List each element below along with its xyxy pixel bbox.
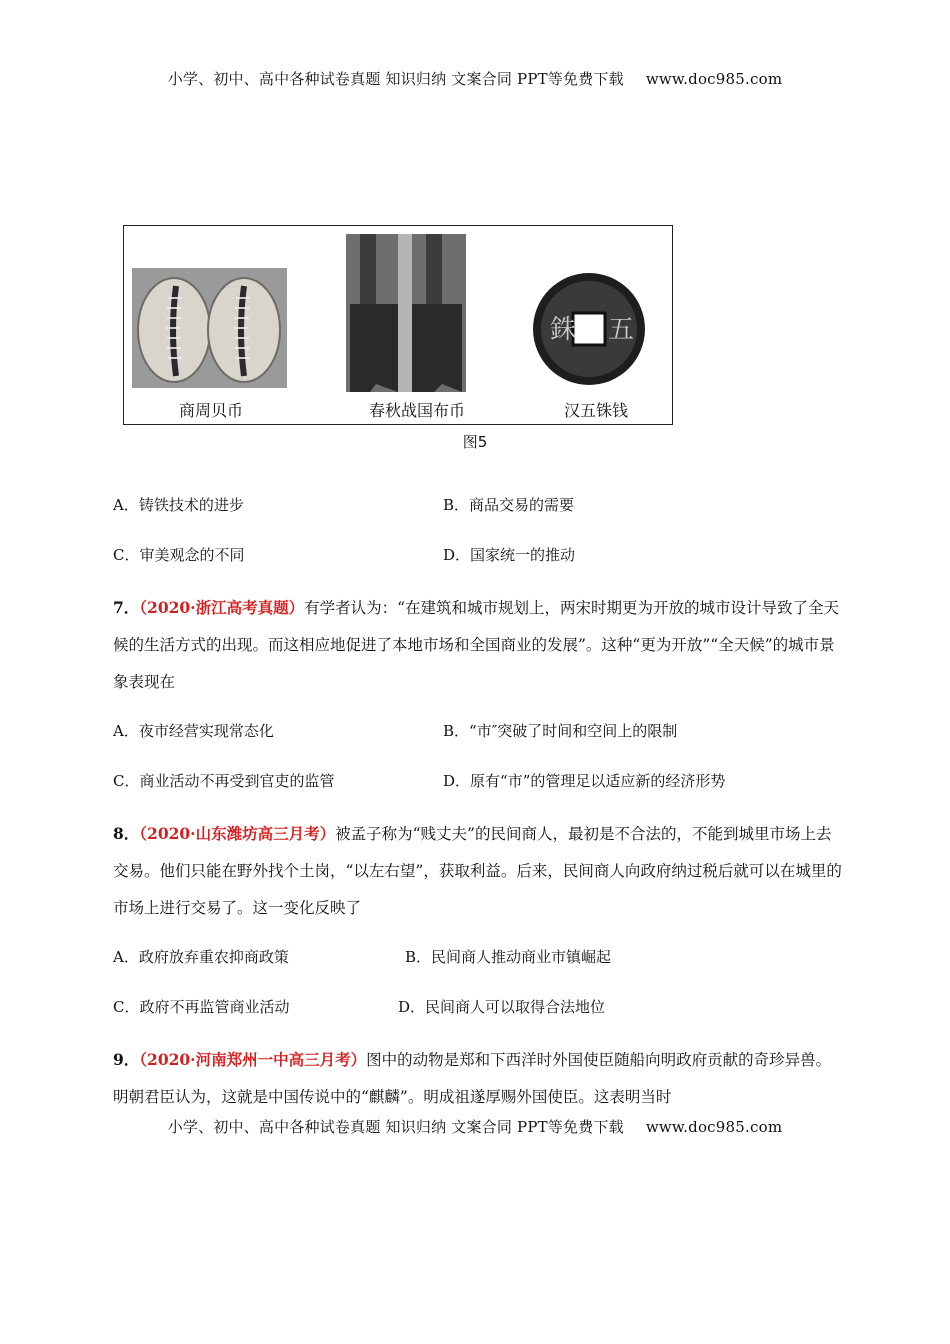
- q7-option-c[interactable]: C．商业活动不再受到官吏的监管: [113, 772, 335, 790]
- q6-option-c[interactable]: C．审美观念的不同: [113, 546, 245, 564]
- q8-number: 8．: [113, 824, 140, 843]
- page-header: [0, 68, 950, 89]
- coin-figure: [123, 225, 673, 425]
- q9-source: （2020·河南郑州一中高三月考）: [139, 1050, 367, 1069]
- q9-number: 9．: [113, 1050, 140, 1069]
- figure-label: 图5: [462, 433, 488, 451]
- question-9: [113, 1041, 843, 1116]
- q7-source: （2020·浙江高考真题）: [139, 598, 305, 617]
- question-8: [113, 815, 843, 927]
- q7-option-b[interactable]: B．“市″突破了时间和空间上的限制: [443, 722, 678, 740]
- q6-option-d[interactable]: D．国家统一的推动: [443, 546, 576, 564]
- q8-option-a[interactable]: A．政府放弃重农抑商政策: [113, 948, 289, 966]
- q8-source: （2020·山东潍坊高三月考）: [139, 824, 336, 843]
- header-text: 小学、初中、高中各种试卷真题 知识归纳 文案合同 PPT等免费下载: [167, 70, 624, 88]
- shell-coin-image: [132, 268, 287, 388]
- svg-text:銖: 銖: [550, 315, 577, 345]
- caption-wuzhu: 汉五铢钱: [564, 401, 629, 420]
- caption-spade: 春秋战国布币: [369, 401, 466, 420]
- page-footer: [0, 1116, 950, 1137]
- q8-option-d[interactable]: D．民间商人可以取得合法地位: [398, 998, 606, 1016]
- q7-option-a[interactable]: A．夜市经营实现常态化: [113, 722, 274, 740]
- q8-option-c[interactable]: C．政府不再监管商业活动: [113, 998, 290, 1016]
- q7-number: 7．: [113, 598, 140, 617]
- q6-option-b[interactable]: B．商品交易的需要: [443, 496, 575, 514]
- footer-url[interactable]: www.doc985.com: [645, 1118, 783, 1136]
- question-7: [113, 589, 843, 701]
- wuzhu-coin-image: [530, 270, 648, 388]
- q8-stem: 被孟子称为“贱丈夫”的民间商人，最初是不合法的，不能到城里市场上去交易。他们只能在野外找个土岗，“以左右望”，获取利益。后来，民间商人向政府纳过税后就可以在城里的市场上进行交易了。这一变化反映了: [113, 825, 842, 917]
- spade-coin-image: [346, 234, 466, 392]
- q6-option-a[interactable]: A．铸铁技术的进步: [113, 496, 244, 514]
- header-url[interactable]: www.doc985.com: [645, 70, 783, 88]
- q7-option-d[interactable]: D．原有“市”的管理足以适应新的经济形势: [443, 772, 726, 790]
- footer-text: 小学、初中、高中各种试卷真题 知识归纳 文案合同 PPT等免费下载: [167, 1118, 624, 1136]
- q8-option-b[interactable]: B．民间商人推动商业市镇崛起: [405, 948, 612, 966]
- caption-shell: 商周贝币: [179, 401, 244, 420]
- q7-stem: 有学者认为：“在建筑和城市规划上，两宋时期更为开放的城市设计导致了全天候的生活方式的出现。而这相应地促进了本地市场和全国商业的发展”。这种“更为开放”“全天候”的城市景象表现在: [113, 599, 840, 691]
- svg-text:五: 五: [608, 315, 635, 345]
- q9-stem: 图中的动物是郑和下西洋时外国使臣随船向明政府贡献的奇珍异兽。明朝君臣认为，这就是中国传说中的“麒麟”。明成祖遂厚赐外国使臣。这表明当时: [113, 1051, 832, 1106]
